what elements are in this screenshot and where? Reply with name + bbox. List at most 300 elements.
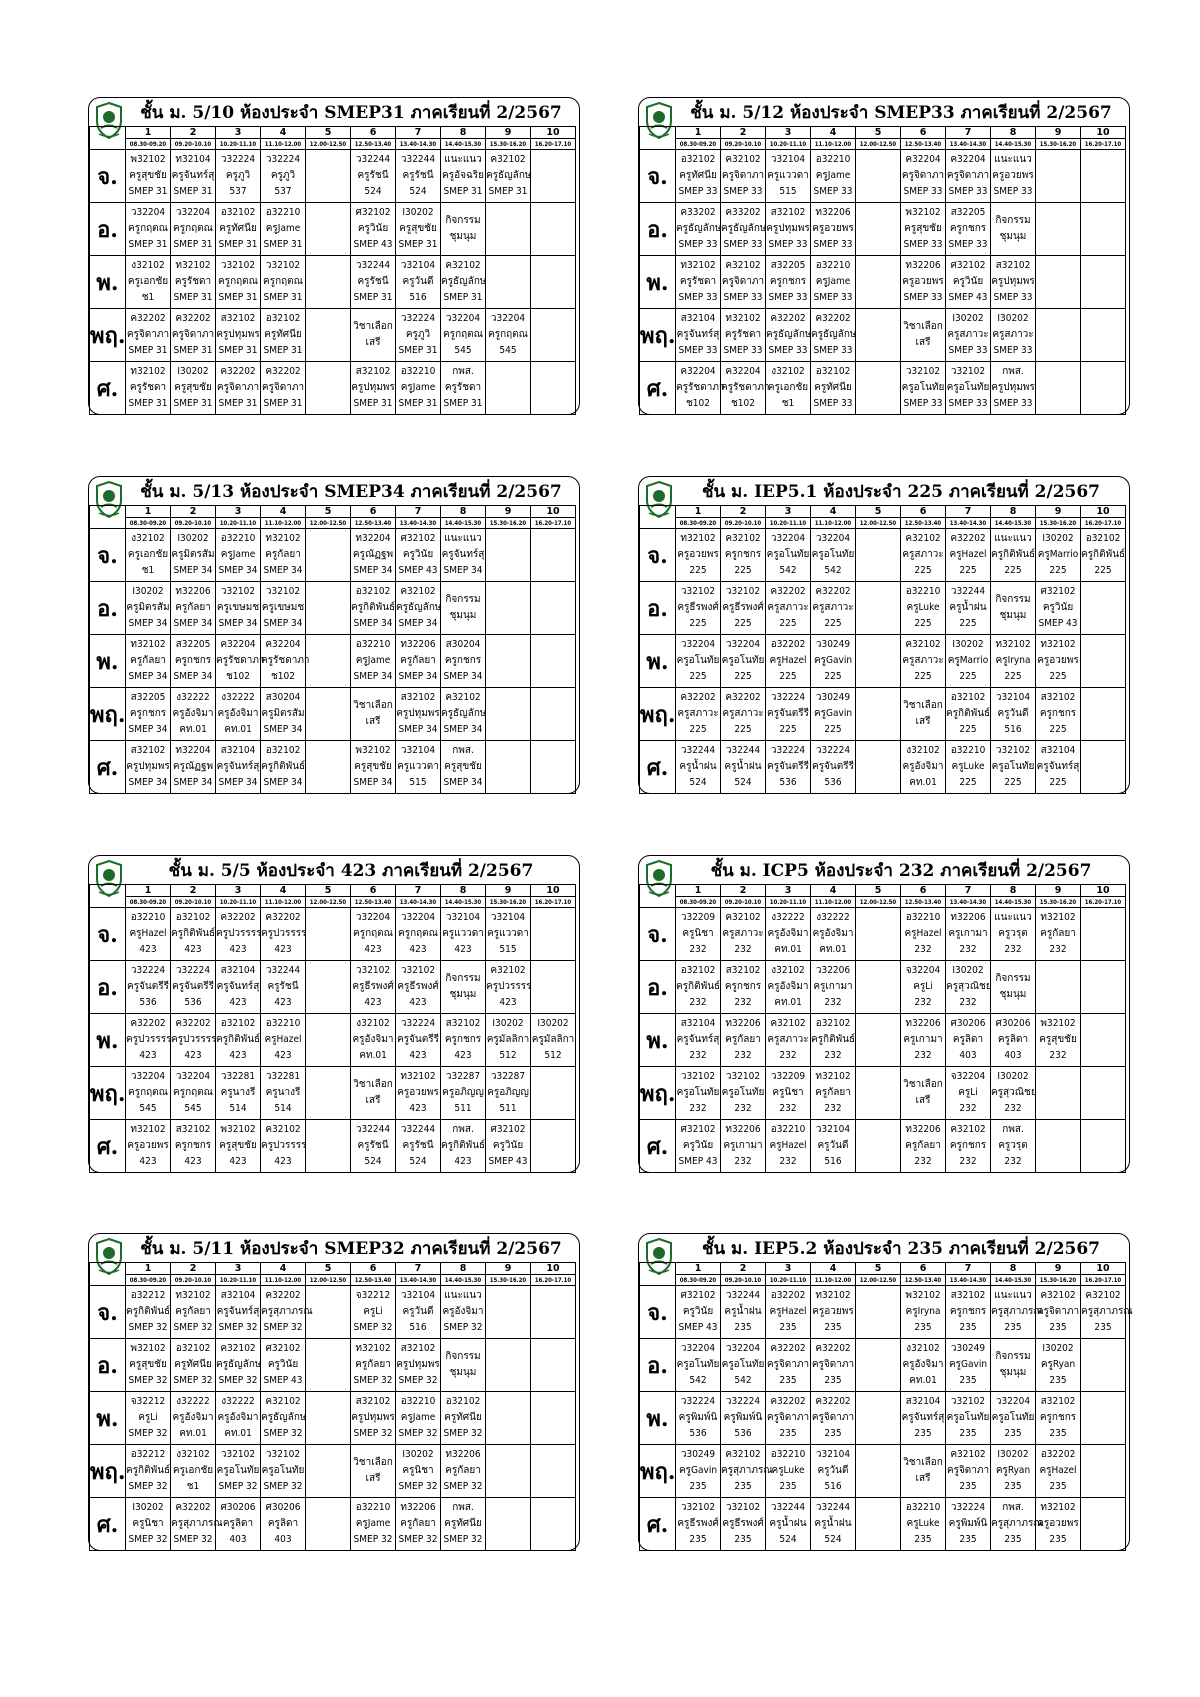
teacher-name: เสรี — [915, 716, 931, 727]
subject-code: ว32102 — [905, 366, 941, 377]
room-label: 232 — [1004, 944, 1022, 955]
room-label: SMEP 33 — [993, 398, 1033, 409]
class-slot — [261, 362, 306, 415]
class-slot — [306, 362, 351, 415]
subject-code: ค32102 — [905, 639, 941, 650]
teacher-name: ครูสุวณิชย — [991, 1087, 1037, 1098]
teacher-name: ครูกิติพันธ์ — [946, 708, 991, 719]
room-label: SMEP 34 — [353, 777, 393, 788]
class-slot — [811, 362, 856, 415]
period-time: 11.10-12.00 — [811, 1275, 856, 1286]
day-row — [90, 529, 576, 582]
subject-code: ว32102 — [680, 586, 716, 597]
room-label: 232 — [1004, 1103, 1022, 1114]
class-slot — [946, 688, 991, 741]
period-time: 15.30-16.20 — [1036, 139, 1081, 150]
period-time: 12.00-12.50 — [856, 897, 901, 908]
subject-code: ส32102 — [130, 745, 166, 756]
class-slot — [766, 688, 811, 741]
subject-code: อ32210 — [355, 639, 391, 650]
subject-code: อ32210 — [905, 586, 941, 597]
room-label: SMEP 32 — [263, 1322, 303, 1333]
period-header-row — [90, 1263, 576, 1275]
period-time: 10.20-11.10 — [766, 1275, 811, 1286]
room-label: 516 — [409, 1322, 427, 1333]
subject-code: ว32102 — [725, 1502, 761, 1513]
period-time: 12.50-13.40 — [351, 518, 396, 529]
day-row — [90, 688, 576, 741]
room-label: SMEP 33 — [768, 345, 808, 356]
card-title: ชั้น ม. ICP5 ห้องประจำ 232 ภาคเรียนที่ 2/2567 — [710, 861, 1092, 881]
class-slot — [396, 582, 441, 635]
subject-code: ค32202 — [680, 692, 716, 703]
class-slot — [531, 309, 576, 362]
class-slot — [171, 1067, 216, 1120]
subject-code: กิจกรรม — [445, 973, 481, 984]
teacher-name: ครูอโนทัย — [946, 1412, 990, 1423]
class-slot — [531, 1392, 576, 1445]
class-slot — [856, 529, 901, 582]
subject-code: ว32204 — [995, 1396, 1031, 1407]
room-label: 423 — [364, 997, 382, 1008]
room-label: SMEP 34 — [128, 618, 168, 629]
class-slot — [1036, 1339, 1081, 1392]
class-slot — [171, 1339, 216, 1392]
room-label: 524 — [689, 777, 707, 788]
class-slot — [991, 1286, 1043, 1339]
subject-code: ค32202 — [130, 313, 166, 324]
period-number: 7 — [396, 506, 441, 518]
class-slot — [766, 582, 811, 635]
teacher-name: ครูธัญลักษ — [721, 223, 767, 234]
room-label: SMEP 34 — [398, 671, 438, 682]
subject-code: ว32244 — [680, 745, 716, 756]
period-number: 10 — [531, 1263, 576, 1275]
period-number: 10 — [531, 127, 576, 139]
teacher-name: ครูกชกร — [724, 549, 762, 560]
day-row — [640, 256, 1126, 309]
subject-code: แนะแนว — [994, 912, 1032, 923]
teacher-name: ครูทัศนีย — [444, 1412, 482, 1423]
day-row — [640, 362, 1126, 415]
subject-code: ว32244 — [770, 1502, 806, 1513]
class-slot — [1081, 1392, 1126, 1445]
class-slot — [901, 1120, 946, 1173]
teacher-name: ครูวินัย — [952, 276, 984, 287]
room-label: SMEP 31 — [263, 292, 303, 303]
room-label: 524 — [824, 1534, 842, 1545]
teacher-name: ครูHazel — [769, 655, 807, 666]
period-number: 9 — [486, 506, 531, 518]
class-slot — [531, 1014, 576, 1067]
room-label: 423 — [229, 944, 247, 955]
room-label: SMEP 43 — [948, 292, 988, 303]
period-number: 8 — [991, 885, 1036, 897]
room-label: 235 — [734, 1481, 752, 1492]
teacher-name: ครูวันดี — [817, 1140, 849, 1151]
room-label: คท.01 — [179, 724, 207, 735]
subject-code: ว32104 — [400, 1290, 436, 1301]
class-slot — [171, 256, 216, 309]
day-label: พ. — [640, 635, 676, 688]
class-slot — [261, 1392, 306, 1445]
class-slot — [721, 1120, 766, 1173]
subject-code: ว32204 — [725, 639, 761, 650]
class-slot — [991, 1498, 1043, 1551]
subject-code: ว32224 — [175, 965, 211, 976]
subject-code: พ32102 — [355, 745, 391, 756]
subject-code: I30202 — [402, 207, 434, 218]
class-slot — [486, 529, 531, 582]
teacher-name: ครูสุภาภรณ — [1081, 1306, 1133, 1317]
class-slot — [721, 256, 766, 309]
day-row — [90, 150, 576, 203]
class-slot — [261, 203, 306, 256]
subject-code: ค32202 — [770, 1396, 806, 1407]
day-row — [640, 150, 1126, 203]
teacher-name: ครูนางรี — [265, 1087, 301, 1098]
period-number: 9 — [486, 885, 531, 897]
teacher-name: ชุมนุม — [999, 231, 1027, 242]
class-slot — [441, 1014, 486, 1067]
period-number: 9 — [1036, 885, 1081, 897]
subject-code: ส32102 — [725, 965, 761, 976]
teacher-name: ครูHazel — [129, 928, 167, 939]
class-slot — [901, 1067, 946, 1120]
teacher-name: ครูกัลยา — [400, 1518, 436, 1529]
room-label: 235 — [734, 1534, 752, 1545]
teacher-name: ครูกชกร — [769, 276, 807, 287]
room-label: 515 — [499, 944, 517, 955]
class-slot — [126, 1120, 171, 1173]
period-number: 8 — [441, 885, 486, 897]
teacher-name: ครูสภาวะ — [902, 549, 944, 560]
teacher-name: ครูกฤตณ — [443, 329, 483, 340]
room-label: SMEP 32 — [128, 1375, 168, 1386]
period-time: 09.20-10.10 — [171, 897, 216, 908]
day-row — [90, 1445, 576, 1498]
class-slot — [396, 150, 441, 203]
room-label: 537 — [229, 186, 247, 197]
subject-code: กิจกรรม — [995, 973, 1031, 984]
subject-code: อ32102 — [175, 1343, 211, 1354]
class-slot — [946, 309, 991, 362]
class-slot — [396, 908, 441, 961]
class-slot — [306, 908, 351, 961]
class-slot — [901, 741, 946, 794]
subject-code: ง32102 — [906, 1343, 940, 1354]
class-slot — [1036, 635, 1081, 688]
period-time: 12.00-12.50 — [306, 1275, 351, 1286]
class-slot — [531, 362, 576, 415]
teacher-name: ครูธัญลักษ — [676, 223, 722, 234]
class-slot — [396, 309, 441, 362]
room-label: 225 — [959, 777, 977, 788]
class-slot — [946, 203, 991, 256]
subject-code: พ32102 — [130, 154, 166, 165]
class-slot — [171, 1392, 216, 1445]
subject-code: ค32102 — [905, 533, 941, 544]
subject-code: อ32210 — [770, 1124, 806, 1135]
subject-code: ว32224 — [680, 1396, 716, 1407]
class-slot — [351, 1498, 396, 1551]
subject-code: อ32210 — [130, 912, 166, 923]
subject-code: ว32206 — [815, 965, 851, 976]
room-label: SMEP 43 — [1038, 618, 1078, 629]
teacher-name: ครูธีรพงศ์ — [397, 981, 439, 992]
subject-code: ว32244 — [400, 154, 436, 165]
class-slot — [766, 1067, 811, 1120]
class-slot — [811, 1498, 856, 1551]
subject-code: ท32102 — [1040, 1502, 1076, 1513]
period-number: 4 — [811, 506, 856, 518]
class-slot — [991, 256, 1036, 309]
room-label: SMEP 31 — [443, 292, 483, 303]
period-number: 10 — [1081, 885, 1126, 897]
class-slot — [856, 362, 901, 415]
subject-code: ค32102 — [220, 1343, 256, 1354]
teacher-name: ครูสภาวะ — [992, 329, 1034, 340]
day-row — [640, 635, 1126, 688]
class-slot — [1081, 961, 1126, 1014]
class-slot — [261, 1339, 306, 1392]
teacher-name: ครูJame — [355, 1518, 391, 1529]
class-slot — [721, 309, 766, 362]
corner-cell — [640, 1263, 676, 1286]
subject-code: ศ30206 — [950, 1018, 986, 1029]
class-slot — [171, 362, 216, 415]
room-label: 524 — [364, 1156, 382, 1167]
class-slot — [946, 362, 991, 415]
class-slot — [486, 1286, 531, 1339]
teacher-name: ครูวรุต — [998, 1140, 1028, 1151]
subject-code: ส32102 — [770, 207, 806, 218]
class-slot — [811, 635, 856, 688]
room-label: 423 — [274, 997, 292, 1008]
room-label: SMEP 31 — [353, 292, 393, 303]
room-label: 232 — [1049, 944, 1067, 955]
room-label: 232 — [959, 997, 977, 1008]
teacher-name: ครูจันทร์สุ — [676, 1034, 720, 1045]
card-title: ชั้น ม. 5/13 ห้องประจำ SMEP34 ภาคเรียนที่ 2/2567 — [140, 482, 562, 502]
room-label: SMEP 34 — [173, 565, 213, 576]
class-slot — [261, 1067, 306, 1120]
teacher-name: ครูสุขชัย — [1039, 1034, 1077, 1045]
teacher-name: ครูปทุมพร — [991, 382, 1035, 393]
class-slot — [901, 582, 946, 635]
subject-code: ส32205 — [175, 639, 211, 650]
period-time: 12.50-13.40 — [901, 139, 946, 150]
subject-code: ค32102 — [725, 533, 761, 544]
subject-code: ท32206 — [905, 1124, 941, 1135]
class-slot — [306, 309, 351, 362]
class-slot — [721, 1339, 766, 1392]
teacher-name: ครูHazel — [769, 1140, 807, 1151]
timetable-grid — [639, 505, 1126, 794]
room-label: 524 — [364, 186, 382, 197]
day-row — [640, 1120, 1126, 1173]
subject-code: อ32102 — [680, 965, 716, 976]
period-number: 2 — [171, 885, 216, 897]
room-label: 235 — [959, 1481, 977, 1492]
day-label: พฤ. — [640, 1445, 676, 1498]
class-slot — [486, 1067, 531, 1120]
room-label: SMEP 33 — [813, 292, 853, 303]
teacher-name: ครูJame — [815, 276, 851, 287]
subject-code: ค32102 — [445, 260, 481, 271]
day-label: พฤ. — [90, 1445, 126, 1498]
teacher-name: ครูรัชนี — [357, 276, 389, 287]
period-number: 3 — [216, 506, 261, 518]
class-slot — [306, 1014, 351, 1067]
class-slot — [216, 741, 261, 794]
teacher-name: ครูธัญลักษ — [811, 329, 857, 340]
class-slot — [1081, 688, 1126, 741]
day-label: ศ. — [640, 741, 676, 794]
room-label: 225 — [1049, 724, 1067, 735]
period-header-row — [640, 506, 1126, 518]
teacher-name: ครูสุขชัย — [444, 761, 482, 772]
room-label: SMEP 32 — [218, 1322, 258, 1333]
subject-code: ง32102 — [356, 1018, 390, 1029]
subject-code: ว32104 — [445, 912, 481, 923]
subject-code: ง32102 — [131, 533, 165, 544]
class-slot — [721, 1067, 766, 1120]
room-label: 225 — [689, 671, 707, 682]
teacher-name: ครูGavin — [948, 1359, 988, 1370]
subject-code: กิจกรรม — [445, 594, 481, 605]
class-slot — [901, 1339, 946, 1392]
room-label: 536 — [139, 997, 157, 1008]
period-time: 10.20-11.10 — [216, 897, 261, 908]
day-row — [90, 1067, 576, 1120]
subject-code: ท32204 — [175, 745, 211, 756]
class-slot — [531, 582, 576, 635]
room-label: 225 — [1049, 565, 1067, 576]
subject-code: ว32104 — [815, 1449, 851, 1460]
subject-code: กพส. — [452, 745, 474, 756]
room-label: SMEP 31 — [218, 398, 258, 409]
teacher-name: ครูเกามา — [723, 1140, 763, 1151]
room-label: คท.01 — [909, 1375, 937, 1386]
period-number: 6 — [351, 506, 396, 518]
teacher-name: ครูอังจิมา — [172, 708, 214, 719]
class-slot — [216, 1067, 261, 1120]
subject-code: กิจกรรม — [445, 215, 481, 226]
period-time: 12.00-12.50 — [856, 518, 901, 529]
timetable-card — [638, 476, 1130, 794]
room-label: 232 — [734, 1156, 752, 1167]
teacher-name: ครูรัชนี — [402, 1140, 434, 1151]
class-slot — [351, 256, 396, 309]
timetable-grid — [89, 505, 576, 794]
timetable-grid — [639, 884, 1126, 1173]
period-header-row — [640, 127, 1126, 139]
room-label: 545 — [139, 1103, 157, 1114]
teacher-name: ครูสุขชัย — [904, 223, 942, 234]
subject-code: ศ32102 — [355, 207, 391, 218]
subject-code: ง32222 — [221, 1396, 255, 1407]
subject-code: ท32102 — [400, 1071, 436, 1082]
subject-code: อ32102 — [175, 912, 211, 923]
room-label: 524 — [409, 1156, 427, 1167]
subject-code: ว32287 — [490, 1071, 526, 1082]
day-row — [90, 1339, 576, 1392]
room-label: SMEP 31 — [173, 398, 213, 409]
teacher-name: ครูธัญลักษ — [396, 602, 442, 613]
room-label: SMEP 43 — [398, 565, 438, 576]
teacher-name: ครูพิมพ์นิ — [723, 1412, 763, 1423]
period-number: 5 — [306, 885, 351, 897]
subject-code: ค32202 — [770, 313, 806, 324]
subject-code: ว32224 — [265, 154, 301, 165]
period-number: 2 — [721, 885, 766, 897]
period-number: 1 — [126, 885, 171, 897]
room-label: SMEP 32 — [353, 1534, 393, 1545]
room-label: 225 — [914, 565, 932, 576]
room-label: 225 — [959, 724, 977, 735]
subject-code: อ32212 — [130, 1290, 166, 1301]
subject-code: ว32204 — [490, 313, 526, 324]
room-label: 536 — [779, 777, 797, 788]
period-number: 8 — [991, 127, 1036, 139]
teacher-name: ครูอังจิมา — [172, 1412, 214, 1423]
room-label: ช1 — [781, 398, 795, 409]
class-slot — [721, 908, 766, 961]
teacher-name: ครูอโนทัย — [676, 1359, 720, 1370]
teacher-name: ครูมัลลิกา — [531, 1034, 575, 1045]
subject-code: ศ30206 — [995, 1018, 1031, 1029]
subject-code: ค32202 — [770, 1343, 806, 1354]
teacher-name: ครูกฤตณ — [128, 223, 168, 234]
teacher-name: ครูสุขชัย — [219, 1140, 257, 1151]
subject-code: กพส. — [1002, 1124, 1024, 1135]
teacher-name: ครูรัชดาภา — [261, 655, 310, 666]
room-label: 235 — [1049, 1481, 1067, 1492]
period-time: 16.20-17.10 — [1081, 897, 1126, 908]
subject-code: ศ32102 — [1040, 586, 1076, 597]
timetable-grid — [89, 884, 576, 1173]
class-slot — [216, 529, 261, 582]
class-slot — [811, 1286, 856, 1339]
room-label: SMEP 33 — [813, 239, 853, 250]
class-slot — [531, 529, 576, 582]
room-label: SMEP 43 — [353, 239, 393, 250]
period-number: 5 — [856, 1263, 901, 1275]
subject-code: พ32102 — [220, 1124, 256, 1135]
period-number: 4 — [261, 885, 306, 897]
subject-code: ส32104 — [1040, 745, 1076, 756]
room-label: SMEP 33 — [903, 239, 943, 250]
teacher-name: ครูน้ำฝน — [949, 602, 987, 613]
teacher-name: ครูน้ำฝน — [724, 761, 762, 772]
subject-code: ท32102 — [815, 1071, 851, 1082]
class-slot — [676, 1014, 721, 1067]
subject-code: อ32102 — [355, 586, 391, 597]
class-slot — [261, 1445, 306, 1498]
room-label: SMEP 34 — [263, 618, 303, 629]
subject-code: ส32205 — [130, 692, 166, 703]
teacher-name: ครูกชกร — [129, 708, 167, 719]
room-label: SMEP 34 — [263, 565, 303, 576]
teacher-name: ครูรัชดา — [174, 276, 212, 287]
teacher-name: ครูIryna — [995, 655, 1031, 666]
teacher-name: ครูวันดี — [997, 708, 1029, 719]
subject-code: ศ32102 — [950, 260, 986, 271]
class-slot — [171, 529, 216, 582]
subject-code: ง32102 — [906, 745, 940, 756]
time-header-row — [640, 1275, 1126, 1286]
